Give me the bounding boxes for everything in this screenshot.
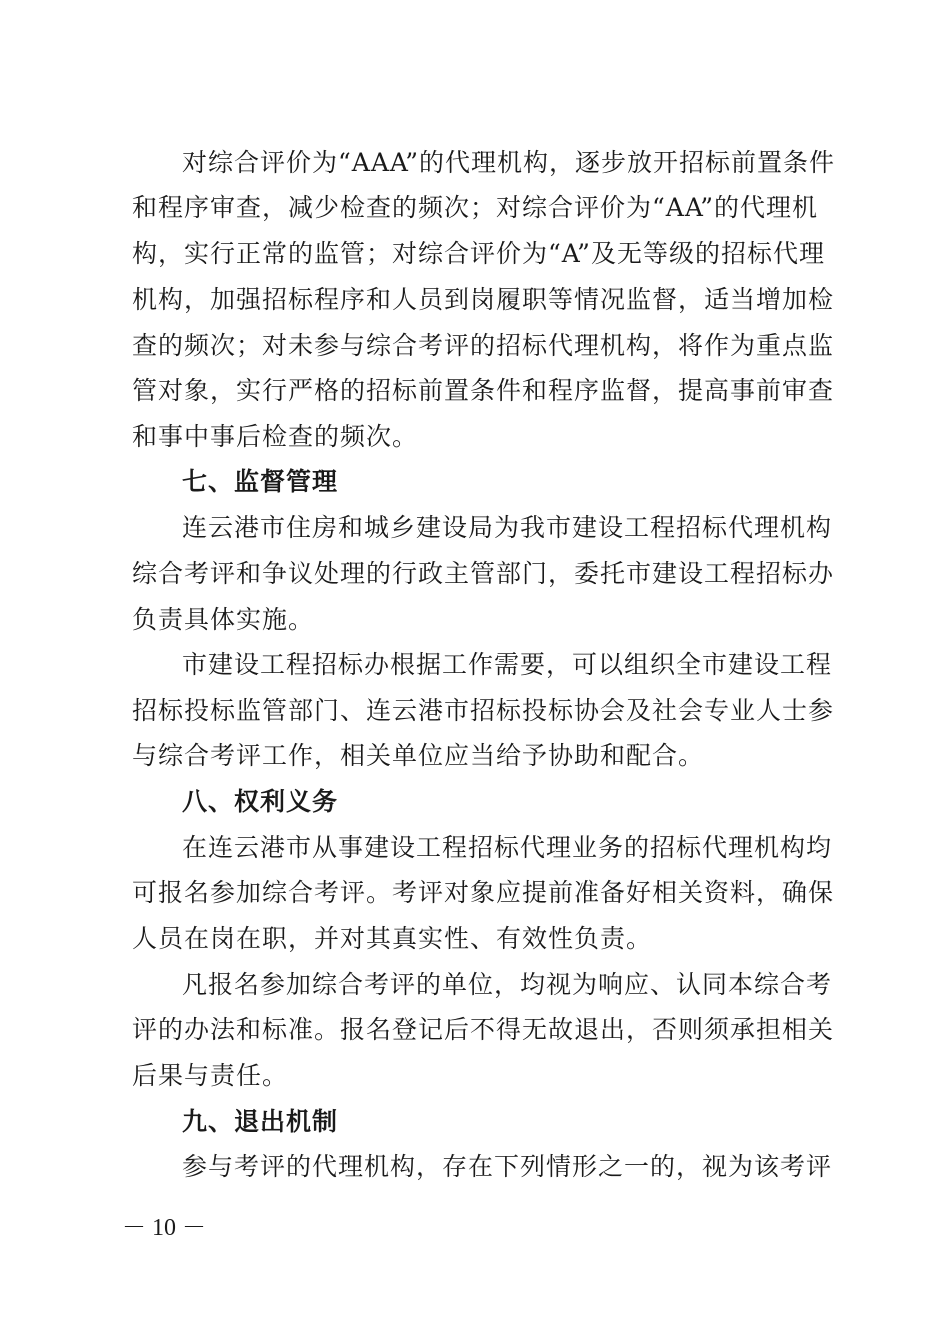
section-heading-8: 八、权利义务 [182,787,339,816]
paragraph-3-line-2: 招标投标监管部门、连云港市招标投标协会及社会专业人士参 [132,696,835,725]
paragraph-1-line-1: 对综合评价为“AAA”的代理机构，逐步放开招标前置条件 [182,148,836,177]
paragraph-1-line-3: 构，实行正常的监管；对综合评价为“A”及无等级的招标代理 [132,239,825,268]
paragraph-5-line-3: 后果与责任。 [132,1061,289,1090]
paragraph-5-line-1: 凡报名参加综合考评的单位，均视为响应、认同本综合考 [182,970,833,999]
paragraph-4-line-2: 可报名参加综合考评。考评对象应提前准备好相关资料，确保 [132,878,835,907]
paragraph-4-line-3: 人员在岗在职，并对其真实性、有效性负责。 [132,924,653,953]
paragraph-1-line-4: 机构，加强招标程序和人员到岗履职等情况监督，适当增加检 [132,285,835,314]
paragraph-3-line-1: 市建设工程招标办根据工作需要，可以组织全市建设工程 [182,650,833,679]
section-heading-9: 九、退出机制 [182,1107,339,1136]
paragraph-4-line-1: 在连云港市从事建设工程招标代理业务的招标代理机构均 [182,833,833,862]
paragraph-3-line-3: 与综合考评工作，相关单位应当给予协助和配合。 [132,741,705,770]
paragraph-1-line-5: 查的频次；对未参与综合考评的招标代理机构，将作为重点监 [132,331,835,360]
paragraph-5-line-2: 评的办法和标准。报名登记后不得无故退出，否则须承担相关 [132,1015,835,1044]
paragraph-1-line-7: 和事中事后检查的频次。 [132,422,419,451]
paragraph-1-line-2: 和程序审查，减少检查的频次；对综合评价为“AA”的代理机 [132,193,818,222]
paragraph-2-line-3: 负责具体实施。 [132,605,315,634]
paragraph-2-line-2: 综合考评和争议处理的行政主管部门，委托市建设工程招标办 [132,559,835,588]
paragraph-1-line-6: 管对象，实行严格的招标前置条件和程序监督，提高事前审查 [132,376,835,405]
page-number: － 10 － [122,1215,206,1241]
section-heading-7: 七、监督管理 [182,467,339,496]
paragraph-2-line-1: 连云港市住房和城乡建设局为我市建设工程招标代理机构 [182,513,833,542]
paragraph-6-line-1: 参与考评的代理机构，存在下列情形之一的，视为该考评 [182,1152,833,1181]
